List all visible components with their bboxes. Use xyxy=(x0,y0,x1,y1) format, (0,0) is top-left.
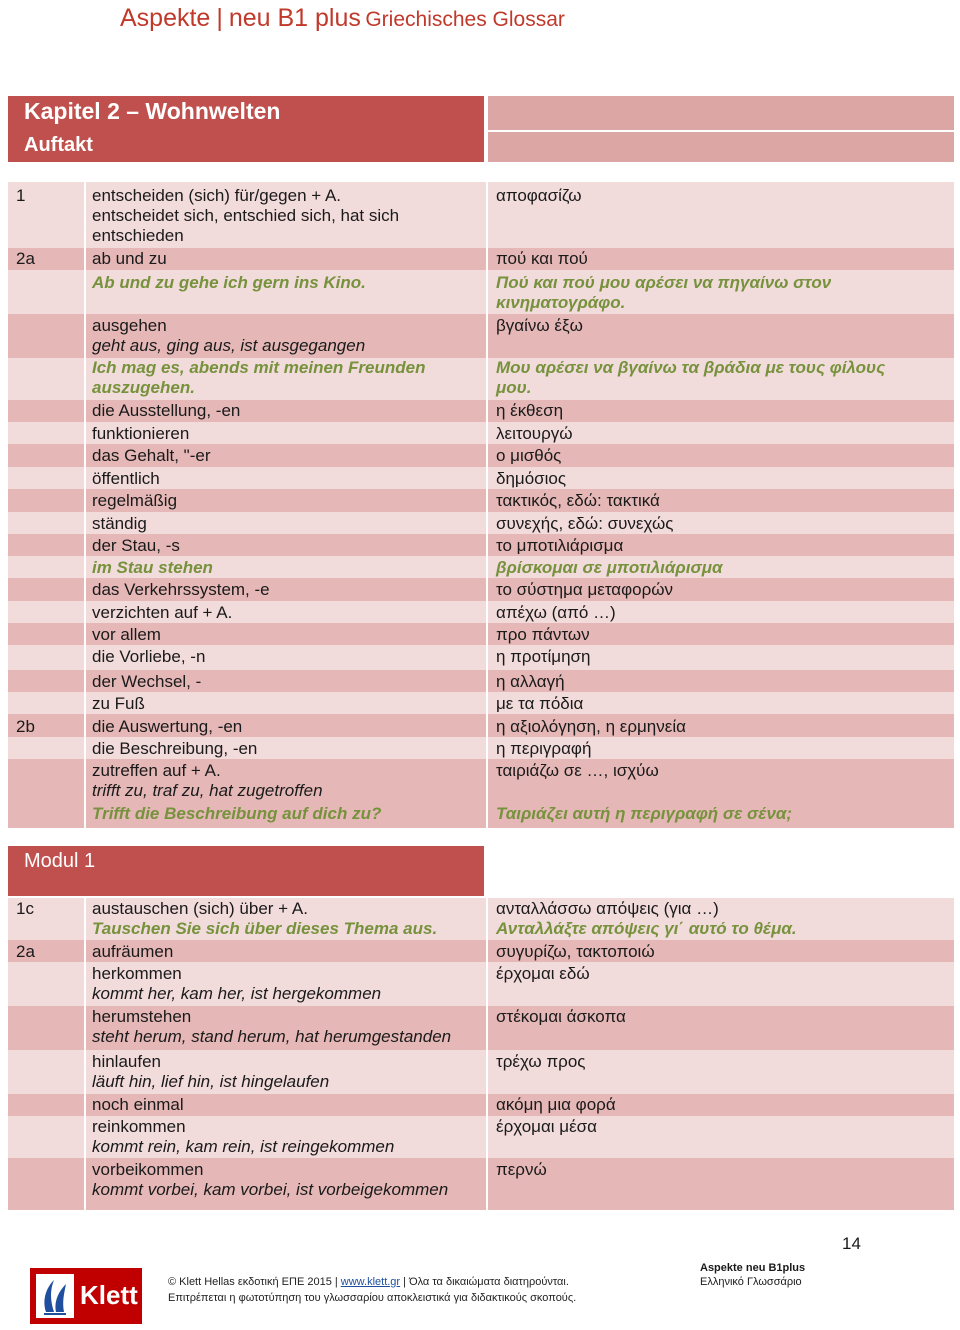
row-background xyxy=(8,759,84,828)
german-term: reinkommen xyxy=(92,1117,186,1136)
greek-term: απέχω (από …) xyxy=(496,603,616,622)
greek-term: δημόσιος xyxy=(496,469,567,488)
klett-logo-text: Klett xyxy=(80,1280,138,1310)
german-term: kommt her, kam her, ist hergekommen xyxy=(92,984,382,1003)
german-term: aufräumen xyxy=(92,942,174,961)
greek-term: η αξιολόγηση, η ερμηνεία xyxy=(496,717,686,736)
german-term: ständig xyxy=(92,514,147,533)
brand-name: Aspekte xyxy=(120,4,211,32)
german-term: trifft zu, traf zu, hat zugetroffen xyxy=(92,781,323,800)
german-term: steht herum, stand herum, hat herumgestanden xyxy=(92,1027,452,1046)
greek-term: συνεχής, εδώ: συνεχώς xyxy=(496,514,674,533)
row-background xyxy=(8,645,84,670)
german-term: Tauschen Sie sich über dieses Thema aus. xyxy=(92,919,438,938)
greek-term: η περιγραφή xyxy=(496,739,592,758)
row-background xyxy=(8,512,84,534)
german-term: Trifft die Beschreibung auf dich zu? xyxy=(92,804,382,823)
greek-term: ανταλλάσσω απόψεις (για …) xyxy=(496,899,719,918)
row-background xyxy=(8,422,84,444)
copyright-text: © Klett Hellas εκδοτική ΕΠΕ 2015 | xyxy=(168,1276,338,1288)
greek-term: βγαίνω έξω xyxy=(496,316,583,335)
german-term: zu Fuß xyxy=(92,694,145,713)
chapter-header xyxy=(8,96,484,130)
document-title xyxy=(120,4,565,33)
german-term: kommt vorbei, kam vorbei, ist vorbeigekommen xyxy=(92,1180,449,1199)
greek-term: ακόμη μια φορά xyxy=(496,1095,616,1114)
row-background xyxy=(8,1094,84,1116)
german-term: entschieden xyxy=(92,226,184,245)
german-term: geht aus, ging aus, ist ausgegangen xyxy=(92,336,366,355)
section-header-right xyxy=(488,132,954,162)
modul-title: Modul 1 xyxy=(24,850,96,872)
row-background xyxy=(8,400,84,422)
greek-term: η προτίμηση xyxy=(496,647,591,666)
greek-term: το σύστημα μεταφορών xyxy=(496,580,674,599)
german-term: auszugehen. xyxy=(92,378,195,397)
row-background xyxy=(8,314,84,358)
german-term: kommt rein, kam rein, ist reingekommen xyxy=(92,1137,395,1156)
title-separator: | xyxy=(216,4,223,32)
german-term: im Stau stehen xyxy=(92,558,213,577)
greek-term: τακτικός, εδώ: τακτικά xyxy=(496,491,660,510)
german-term: öffentlich xyxy=(92,469,160,488)
greek-term: τρέχω προς xyxy=(496,1052,586,1071)
row-number: 2a xyxy=(16,249,35,268)
greek-term: βρίσκομαι σε μποτιλιάρισμα xyxy=(496,558,723,577)
german-term: entscheiden (sich) für/gegen + A. xyxy=(92,186,342,205)
row-background xyxy=(8,534,84,556)
row-number: 2a xyxy=(16,942,35,961)
greek-term: αποφασίζω xyxy=(496,186,582,205)
copyright-line xyxy=(168,1276,569,1288)
german-term: die Vorliebe, -n xyxy=(92,647,206,666)
row-background xyxy=(8,1050,84,1094)
row-background xyxy=(8,623,84,645)
row-background xyxy=(8,270,84,314)
row-background xyxy=(86,692,486,714)
row-background xyxy=(8,1116,84,1158)
klett-logo xyxy=(30,1268,142,1324)
chapter-header-right xyxy=(488,96,954,130)
greek-term: λειτουργώ xyxy=(496,424,573,443)
german-term: läuft hin, lief hin, ist hingelaufen xyxy=(92,1072,330,1091)
german-term: die Auswertung, -en xyxy=(92,717,243,736)
footer-brand-title: Aspekte neu B1plus xyxy=(700,1262,806,1274)
row-background xyxy=(488,1158,954,1210)
greek-term: με τα πόδια xyxy=(496,694,584,713)
modul-header xyxy=(8,846,484,896)
greek-term: περνώ xyxy=(496,1160,547,1179)
row-background xyxy=(8,489,84,512)
row-background xyxy=(8,601,84,623)
german-term: zutreffen auf + A. xyxy=(92,761,221,780)
greek-term: στέκομαι άσκοπα xyxy=(496,1007,626,1026)
german-term: noch einmal xyxy=(92,1095,184,1114)
greek-term: ο μισθός xyxy=(496,446,562,465)
german-term: funktionieren xyxy=(92,424,190,443)
row-background xyxy=(8,1006,84,1050)
row-number: 1 xyxy=(16,186,26,205)
klett-leaf-icon xyxy=(36,1274,74,1318)
greek-term: ταιριάζω σε …, ισχύω xyxy=(496,761,659,780)
section-header xyxy=(8,130,484,162)
german-term: Ich mag es, abends mit meinen Freunden xyxy=(92,358,426,377)
greek-term: έρχομαι μέσα xyxy=(496,1117,597,1136)
german-term: ausgehen xyxy=(92,316,167,335)
german-term: austauschen (sich) über + A. xyxy=(92,899,308,918)
row-background xyxy=(8,692,84,714)
greek-term: κινηματογράφο. xyxy=(496,293,626,312)
row-background xyxy=(8,358,84,400)
german-term: die Beschreibung, -en xyxy=(92,739,258,758)
greek-term: Πού και πού μου αρέσει να πηγαίνω στον xyxy=(496,273,832,292)
edition-name: neu B1 plus xyxy=(228,4,361,32)
german-term: vorbeikommen xyxy=(92,1160,204,1179)
row-background xyxy=(8,578,84,601)
row-number: 1c xyxy=(16,899,34,918)
row-number: 2b xyxy=(16,717,35,736)
greek-term: η έκθεση xyxy=(496,401,564,420)
greek-term: έρχομαι εδώ xyxy=(496,964,590,983)
greek-term: μου. xyxy=(496,378,532,397)
german-term: ab und zu xyxy=(92,249,167,268)
german-term: der Wechsel, - xyxy=(92,672,202,691)
rights-text: | Όλα τα δικαιώματα διατηρούνται. xyxy=(403,1276,569,1288)
row-background xyxy=(8,737,84,759)
footer-brand-subtitle: Ελληνικό Γλωσσάριο xyxy=(700,1276,802,1288)
greek-term: Ταιριάζει αυτή η περιγραφή σε σένα; xyxy=(496,804,793,823)
permission-line: Επιτρέπεται η φωτοτύπηση του γλωσσαρίου αποκλειστικά για διδακτικούς σκοπούς. xyxy=(168,1292,577,1304)
german-term: herumstehen xyxy=(92,1007,192,1026)
klett-website-link[interactable]: www.klett.gr xyxy=(340,1276,401,1288)
greek-term: Μου αρέσει να βγαίνω τα βράδια με τους φίλους xyxy=(496,358,886,377)
german-term: die Ausstellung, -en xyxy=(92,401,241,420)
german-term: das Verkehrssystem, -e xyxy=(92,580,270,599)
row-background xyxy=(8,1158,84,1210)
row-background xyxy=(8,556,84,578)
row-background xyxy=(8,962,84,1006)
german-term: das Gehalt, "-er xyxy=(92,446,211,465)
row-background xyxy=(8,444,84,467)
german-term: hinlaufen xyxy=(92,1052,162,1071)
greek-term: πού και πού xyxy=(496,249,588,268)
greek-term: το μποτιλιάρισμα xyxy=(496,536,624,555)
greek-term: Ανταλλάξτε απόψεις γι΄ αυτό το θέμα. xyxy=(496,919,797,938)
page-number: 14 xyxy=(842,1234,861,1253)
german-term: verzichten auf + A. xyxy=(92,603,233,622)
chapter-title: Kapitel 2 – Wohnwelten xyxy=(24,98,281,124)
greek-term: προ πάντων xyxy=(496,625,590,644)
section-title: Auftakt xyxy=(24,134,93,156)
german-term: regelmäßig xyxy=(92,491,178,510)
row-background xyxy=(8,467,84,489)
german-term: vor allem xyxy=(92,625,161,644)
german-term: herkommen xyxy=(92,964,182,983)
greek-term: συγυρίζω, τακτοποιώ xyxy=(496,942,655,961)
german-term: entscheidet sich, entschied sich, hat sich xyxy=(92,206,400,225)
greek-term: η αλλαγή xyxy=(496,672,565,691)
glossary-subtitle: Griechisches Glossar xyxy=(365,8,565,31)
german-term: der Stau, -s xyxy=(92,536,180,555)
german-term: Ab und zu gehe ich gern ins Kino. xyxy=(92,273,366,292)
row-background xyxy=(8,670,84,692)
